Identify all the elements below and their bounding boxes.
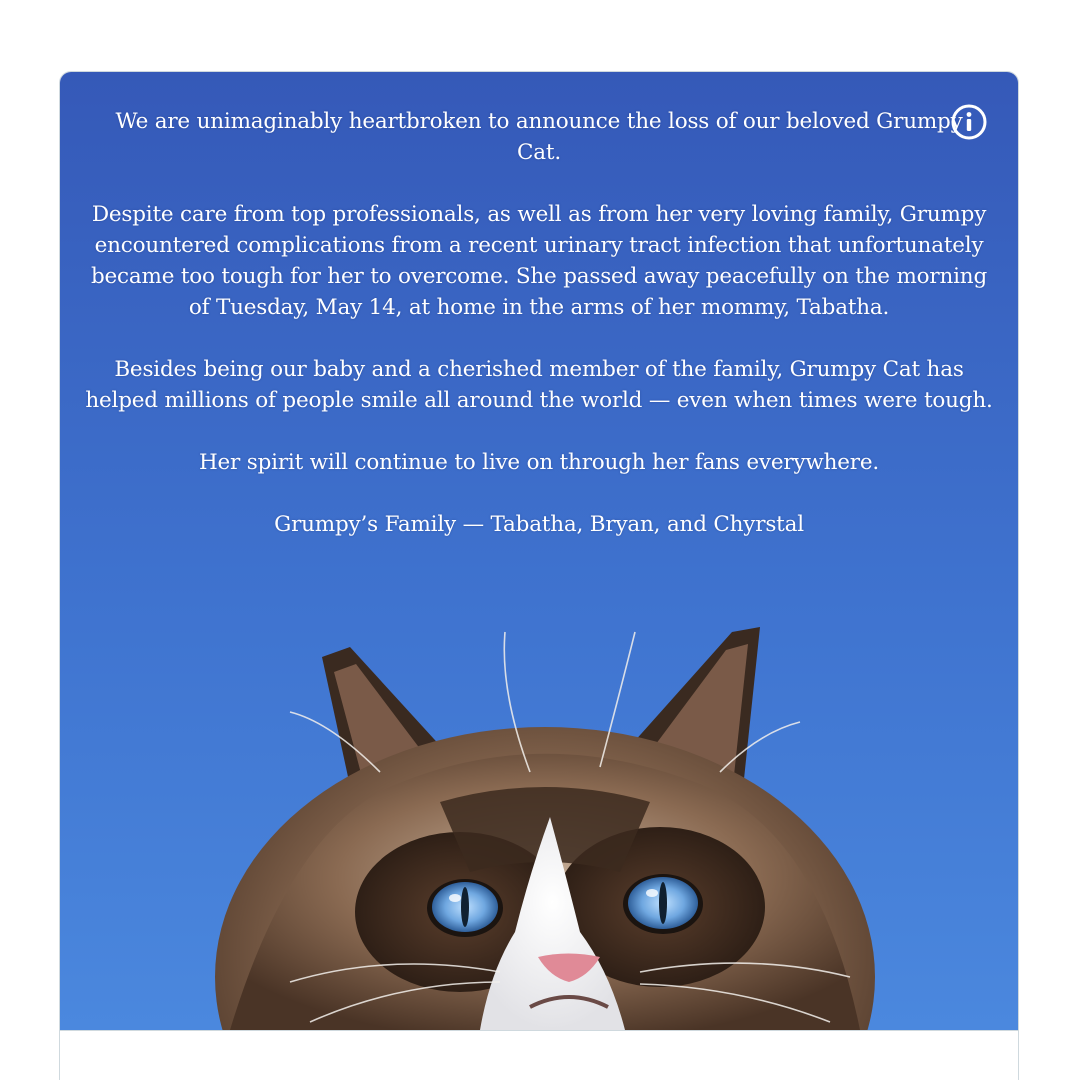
announcement-paragraph: Besides being our baby and a cherished member of the family, Grumpy Cat has helped millions of people smile all around the world — even when times were tough. — [85, 357, 993, 413]
announcement-signature: Grumpy’s Family — Tabatha, Bryan, and Chyrstal — [274, 512, 804, 537]
announcement-text — [80, 106, 998, 571]
info-icon[interactable] — [951, 104, 987, 140]
avatar-cropped[interactable] — [130, 1071, 170, 1080]
twitter-bird-icon[interactable] — [910, 1075, 950, 1080]
tweet-media-image[interactable] — [60, 72, 1018, 1030]
author-name-cropped[interactable] — [240, 1075, 360, 1080]
announcement-paragraph: Her spirit will continue to live on through her fans everywhere. — [198, 450, 880, 475]
tweet-author-row[interactable] — [60, 1030, 1018, 1080]
announcement-paragraph: Despite care from top professionals, as well as from her very loving family, Grumpy encountered complications from a recent urinary tract infection that unfortunately became too tough for her to overcome. She passed away peacefully on the morning of Tuesday, May 14, at home in the arms of her mommy, Tabatha. — [90, 202, 988, 320]
tweet-card[interactable] — [59, 71, 1019, 1080]
announcement-paragraph: We are unimaginably heartbroken to announce the loss of our beloved Grumpy Cat. — [115, 109, 963, 165]
verified-badge-icon — [486, 1073, 522, 1080]
